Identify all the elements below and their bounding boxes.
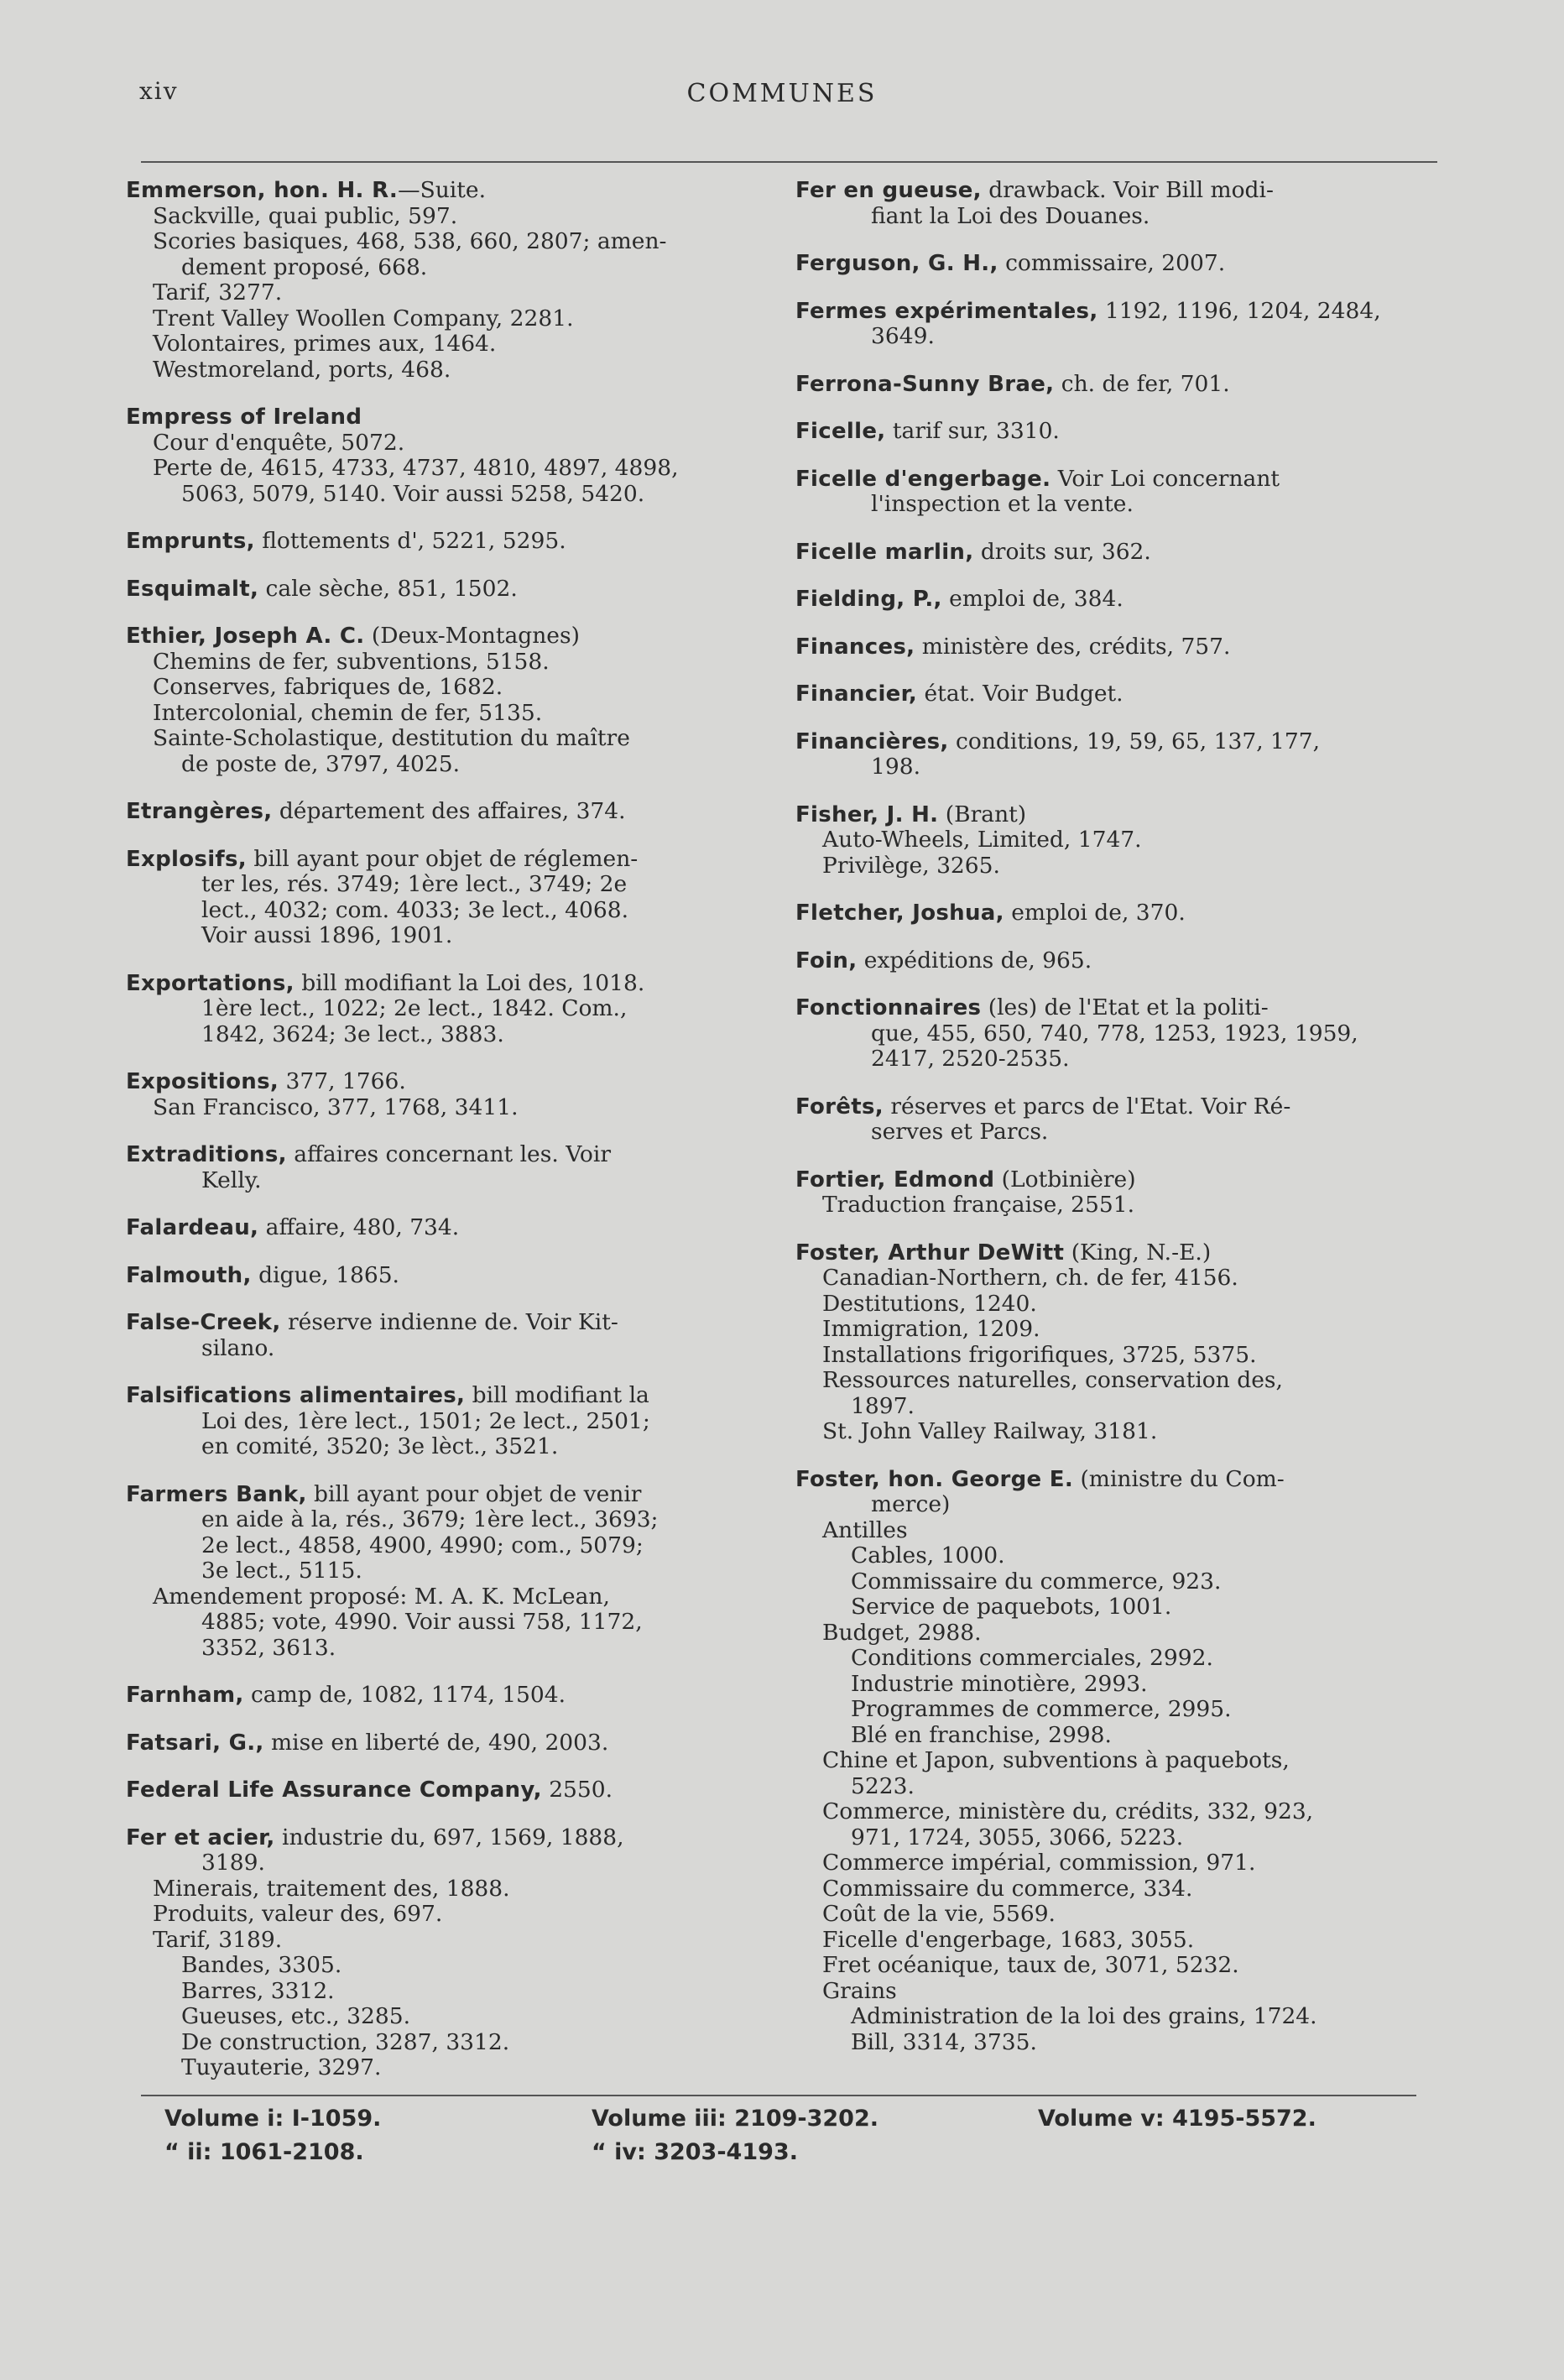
entry-heading-line bbox=[126, 1777, 772, 1803]
entry-text: Voir Loi concernant bbox=[1050, 465, 1280, 492]
index-entry bbox=[795, 587, 1441, 613]
entry-subline: Tarif, 3277. bbox=[153, 279, 283, 305]
entry-heading: Exportations, bbox=[126, 970, 295, 996]
entry-text: (King, N.-E.) bbox=[1064, 1239, 1212, 1266]
entry-text: cale sèche, 851, 1502. bbox=[258, 575, 518, 602]
entry-text: (Lotbinière) bbox=[994, 1166, 1136, 1193]
entry-heading: Fielding, P., bbox=[795, 587, 942, 612]
right-column bbox=[795, 178, 1441, 2077]
entry-heading-line bbox=[126, 577, 772, 603]
entry-text: bill ayant pour objet de venir bbox=[306, 1480, 642, 1507]
entry-heading-line bbox=[795, 900, 1441, 926]
entry-subline: Trent Valley Woollen Company, 2281. bbox=[153, 305, 574, 331]
entry-heading: Empress of Ireland bbox=[126, 404, 362, 430]
entry-subline: Bill, 3314, 3735. bbox=[851, 2028, 1037, 2055]
entry-text: département des affaires, 374. bbox=[272, 798, 626, 824]
entry-heading: Finances, bbox=[795, 634, 915, 660]
footer-line: Volume i: I-1059. bbox=[164, 2106, 382, 2132]
entry-heading-line bbox=[795, 729, 1441, 755]
entry-heading-line bbox=[126, 847, 772, 873]
left-column bbox=[126, 178, 772, 2103]
entry-subline: lect., 4032; com. 4033; 3e lect., 4068. bbox=[201, 896, 629, 923]
entry-text: —Suite. bbox=[398, 177, 487, 203]
entry-subline: Barres, 3312. bbox=[181, 1977, 335, 2004]
entry-heading-line bbox=[795, 419, 1441, 445]
index-entry bbox=[795, 1094, 1441, 1146]
index-entry bbox=[795, 372, 1441, 398]
header-rule bbox=[141, 161, 1437, 163]
entry-subline: Chemins de fer, subventions, 5158. bbox=[153, 648, 550, 675]
entry-text: drawback. Voir Bill modi- bbox=[981, 177, 1274, 203]
entry-subline: dement proposé, 668. bbox=[181, 253, 428, 280]
entry-subline: 3e lect., 5115. bbox=[201, 1558, 362, 1584]
entry-heading: Ethier, Joseph A. C. bbox=[126, 624, 365, 649]
entry-subline: 2e lect., 4858, 4900, 4990; com., 5079; bbox=[201, 1532, 644, 1558]
index-entry bbox=[126, 799, 772, 825]
entry-heading-line bbox=[795, 948, 1441, 974]
footer-line: “ iv: 3203-4193. bbox=[592, 2139, 798, 2165]
entry-heading: Falardeau, bbox=[126, 1215, 259, 1240]
entry-text: camp de, 1082, 1174, 1504. bbox=[243, 1682, 566, 1708]
entry-subline: 1897. bbox=[851, 1392, 915, 1419]
entry-subline: Voir aussi 1896, 1901. bbox=[201, 922, 453, 948]
entry-text: (Deux-Montagnes) bbox=[364, 623, 580, 649]
entry-heading-line bbox=[795, 1167, 1441, 1193]
entry-subline: Programmes de commerce, 2995. bbox=[851, 1696, 1232, 1722]
entry-subline: 198. bbox=[871, 754, 921, 780]
entry-text: tarif sur, 3310. bbox=[885, 418, 1060, 444]
entry-text: (ministre du Com- bbox=[1073, 1465, 1285, 1492]
index-entry bbox=[795, 178, 1441, 229]
entry-subline: Destitutions, 1240. bbox=[822, 1290, 1037, 1317]
entry-subline: Traduction française, 2551. bbox=[822, 1192, 1135, 1218]
entry-text: bill modifiant la Loi des, 1018. bbox=[294, 969, 645, 996]
index-entry bbox=[126, 529, 772, 555]
entry-subline: Cour d'enquête, 5072. bbox=[153, 429, 405, 456]
entry-heading-line bbox=[126, 1215, 772, 1241]
entry-heading: Forêts, bbox=[795, 1093, 884, 1120]
entry-heading: Fletcher, Joshua, bbox=[795, 900, 1004, 926]
entry-subline: silano. bbox=[201, 1334, 275, 1361]
index-entry bbox=[795, 540, 1441, 566]
entry-text: affaires concernant les. Voir bbox=[286, 1141, 611, 1167]
entry-subline: l'inspection et la vente. bbox=[871, 491, 1134, 517]
entry-subline: Cables, 1000. bbox=[851, 1542, 1005, 1568]
index-entry bbox=[795, 299, 1441, 350]
entry-text: ch. de fer, 701. bbox=[1054, 370, 1230, 397]
entry-heading-line bbox=[795, 299, 1441, 325]
index-entry bbox=[795, 900, 1441, 926]
entry-subline: Bandes, 3305. bbox=[181, 1952, 342, 1978]
index-entry bbox=[795, 467, 1441, 518]
entry-text: expéditions de, 965. bbox=[857, 947, 1092, 973]
entry-subline: que, 455, 650, 740, 778, 1253, 1923, 1959, bbox=[871, 1020, 1358, 1046]
page-title: COMMUNES bbox=[686, 79, 878, 108]
index-entry bbox=[795, 1240, 1441, 1445]
entry-text: affaire, 480, 734. bbox=[258, 1214, 460, 1240]
index-entry bbox=[795, 995, 1441, 1073]
entry-subline: merce) bbox=[871, 1491, 951, 1517]
entry-text: (les) de l'Etat et la politi- bbox=[981, 994, 1269, 1020]
entry-heading: Falmouth, bbox=[126, 1262, 252, 1288]
entry-text: (Brant) bbox=[938, 801, 1027, 827]
entry-text: bill ayant pour objet de réglemen- bbox=[246, 845, 639, 872]
entry-subline: San Francisco, 377, 1768, 3411. bbox=[153, 1093, 519, 1120]
entry-subline: Commerce impérial, commission, 971. bbox=[822, 1850, 1256, 1876]
entry-subline: en aide à la, rés., 3679; 1ère lect., 3693; bbox=[201, 1506, 659, 1532]
entry-heading: Farmers Bank, bbox=[126, 1481, 307, 1507]
entry-subline: Gueuses, etc., 3285. bbox=[181, 2003, 411, 2029]
entry-subline: Tarif, 3189. bbox=[153, 1926, 283, 1953]
entry-subline: 3649. bbox=[871, 323, 935, 349]
index-entry bbox=[126, 1263, 772, 1289]
entry-text: commissaire, 2007. bbox=[998, 250, 1226, 276]
entry-subline: Tuyauterie, 3297. bbox=[181, 2054, 382, 2080]
entry-text: 2550. bbox=[541, 1777, 613, 1803]
entry-heading-line bbox=[795, 802, 1441, 828]
entry-subline: Fret océanique, taux de, 3071, 5232. bbox=[822, 1952, 1239, 1978]
entry-heading-line bbox=[126, 1683, 772, 1709]
entry-subline: Commerce, ministère du, crédits, 332, 923, bbox=[822, 1798, 1314, 1824]
index-entry bbox=[126, 624, 772, 777]
entry-subline: Coût de la vie, 5569. bbox=[822, 1901, 1056, 1927]
entry-heading-line bbox=[795, 540, 1441, 566]
entry-subline: Ficelle d'engerbage, 1683, 3055. bbox=[822, 1926, 1195, 1953]
entry-heading: Expositions, bbox=[126, 1069, 279, 1094]
footer-volumes-3 bbox=[1038, 2102, 1316, 2136]
entry-subline: Conserves, fabriques de, 1682. bbox=[153, 674, 503, 700]
entry-subline: 971, 1724, 3055, 3066, 5223. bbox=[851, 1824, 1184, 1850]
entry-text: état. Voir Budget. bbox=[917, 681, 1123, 707]
entry-text: bill modifiant la bbox=[465, 1382, 649, 1408]
entry-subline: Budget, 2988. bbox=[822, 1619, 982, 1646]
entry-heading: Financier, bbox=[795, 681, 918, 707]
entry-heading: Explosifs, bbox=[126, 846, 247, 872]
entry-heading: Ficelle marlin, bbox=[795, 539, 974, 565]
entry-text: réserve indienne de. Voir Kit- bbox=[280, 1309, 618, 1335]
entry-subline: Canadian-Northern, ch. de fer, 4156. bbox=[822, 1265, 1238, 1291]
entry-subline: Installations frigorifiques, 3725, 5375. bbox=[822, 1341, 1257, 1368]
entry-subline: Volontaires, primes aux, 1464. bbox=[153, 331, 497, 357]
entry-heading-line bbox=[795, 251, 1441, 277]
footer-volumes-2 bbox=[592, 2102, 878, 2169]
footer-line: Volume v: 4195-5572. bbox=[1038, 2106, 1316, 2132]
entry-heading-line bbox=[126, 1263, 772, 1289]
entry-text: droits sur, 362. bbox=[973, 538, 1151, 565]
index-entry bbox=[126, 1683, 772, 1709]
entry-heading: Financières, bbox=[795, 728, 949, 754]
entry-text: conditions, 19, 59, 65, 137, 177, bbox=[948, 728, 1321, 754]
entry-subline: De construction, 3287, 3312. bbox=[181, 2028, 510, 2055]
entry-text: flottements d', 5221, 5295. bbox=[254, 528, 566, 554]
entry-subline: Kelly. bbox=[201, 1167, 262, 1193]
entry-heading-line bbox=[126, 1069, 772, 1095]
entry-subline: Intercolonial, chemin de fer, 5135. bbox=[153, 699, 543, 726]
index-entry bbox=[795, 251, 1441, 277]
entry-subline: 4885; vote, 4990. Voir aussi 758, 1172, bbox=[201, 1609, 643, 1635]
entry-subline: Commissaire du commerce, 923. bbox=[851, 1568, 1222, 1594]
entry-subline: Ressources naturelles, conservation des, bbox=[822, 1367, 1283, 1393]
entry-heading-line bbox=[126, 1825, 772, 1851]
index-entry bbox=[126, 178, 772, 383]
entry-subline: Administration de la loi des grains, 1724. bbox=[851, 2003, 1317, 2029]
entry-heading: Ferrona-Sunny Brae, bbox=[795, 371, 1055, 397]
entry-heading: Emprunts, bbox=[126, 529, 255, 554]
entry-subline: de poste de, 3797, 4025. bbox=[181, 750, 460, 777]
entry-subline: Conditions commerciales, 2992. bbox=[851, 1645, 1213, 1671]
entry-text: mise en liberté de, 490, 2003. bbox=[263, 1729, 609, 1756]
entry-heading-line bbox=[795, 1240, 1441, 1266]
index-entry bbox=[126, 1730, 772, 1756]
entry-subline: Minerais, traitement des, 1888. bbox=[153, 1875, 510, 1902]
entry-text: digue, 1865. bbox=[251, 1261, 399, 1288]
entry-heading-line bbox=[126, 178, 772, 204]
entry-text: 377, 1766. bbox=[279, 1068, 406, 1094]
entry-heading: Ficelle d'engerbage. bbox=[795, 466, 1051, 492]
entry-heading: Ficelle, bbox=[795, 419, 886, 444]
entry-heading: Fer et acier, bbox=[126, 1824, 275, 1850]
entry-subline: 5223. bbox=[851, 1772, 915, 1799]
entry-heading: Esquimalt, bbox=[126, 576, 259, 602]
entry-heading-line bbox=[795, 634, 1441, 660]
entry-subline: Immigration, 1209. bbox=[822, 1316, 1040, 1342]
entry-subline: St. John Valley Railway, 3181. bbox=[822, 1418, 1158, 1444]
entry-subline: 2417, 2520-2535. bbox=[871, 1046, 1070, 1072]
entry-subline: 1ère lect., 1022; 2e lect., 1842. Com., bbox=[201, 995, 628, 1021]
entry-subline: Commissaire du commerce, 334. bbox=[822, 1875, 1193, 1902]
entry-heading-line bbox=[126, 1730, 772, 1756]
entry-heading-line bbox=[126, 1310, 772, 1336]
index-entry bbox=[126, 1383, 772, 1460]
entry-subline: Sainte-Scholastique, destitution du maître bbox=[153, 725, 630, 751]
entry-heading: Fortier, Edmond bbox=[795, 1167, 995, 1193]
index-entry bbox=[795, 948, 1441, 974]
entry-subline: Produits, valeur des, 697. bbox=[153, 1901, 443, 1927]
entry-heading: Fatsari, G., bbox=[126, 1730, 264, 1756]
entry-heading-line bbox=[795, 467, 1441, 493]
entry-heading-line bbox=[795, 995, 1441, 1021]
entry-heading-line bbox=[126, 1142, 772, 1168]
entry-text: emploi de, 370. bbox=[1004, 900, 1186, 926]
entry-heading-line bbox=[795, 1467, 1441, 1493]
entry-heading-line bbox=[126, 1383, 772, 1409]
entry-heading-line bbox=[126, 1482, 772, 1508]
entry-heading-line bbox=[126, 799, 772, 825]
entry-subline: serves et Parcs. bbox=[871, 1119, 1049, 1145]
entry-heading: Fer en gueuse, bbox=[795, 178, 982, 203]
entry-heading-line bbox=[126, 529, 772, 555]
entry-subline: Sackville, quai public, 597. bbox=[153, 202, 458, 229]
entry-heading-line bbox=[795, 681, 1441, 707]
entry-heading: Fisher, J. H. bbox=[795, 801, 939, 827]
entry-heading: Fonctionnaires bbox=[795, 995, 982, 1020]
entry-heading-line bbox=[126, 971, 772, 997]
index-entry bbox=[126, 1777, 772, 1803]
entry-heading-line bbox=[795, 372, 1441, 398]
entry-subline: ter les, rés. 3749; 1ère lect., 3749; 2e bbox=[201, 871, 628, 897]
entry-heading: Ferguson, G. H., bbox=[795, 251, 998, 276]
entry-heading-line bbox=[795, 1094, 1441, 1120]
index-entry bbox=[795, 419, 1441, 445]
entry-heading-line bbox=[126, 624, 772, 650]
entry-heading-line bbox=[795, 178, 1441, 204]
entry-subline: en comité, 3520; 3e lèct., 3521. bbox=[201, 1433, 559, 1459]
index-entry bbox=[126, 1069, 772, 1120]
entry-heading: Emmerson, hon. H. R. bbox=[126, 178, 399, 203]
index-entry bbox=[126, 1825, 772, 2081]
entry-text: emploi de, 384. bbox=[941, 586, 1123, 612]
entry-heading: Fermes expérimentales, bbox=[795, 298, 1098, 324]
entry-heading-line bbox=[795, 587, 1441, 613]
index-entry bbox=[795, 802, 1441, 879]
index-entry bbox=[126, 577, 772, 603]
footer-rule bbox=[141, 2095, 1416, 2096]
index-entry bbox=[126, 1310, 772, 1361]
entry-subline: Chine et Japon, subventions à paquebots, bbox=[822, 1747, 1290, 1773]
entry-text: réserves et parcs de l'Etat. Voir Ré- bbox=[883, 1093, 1291, 1120]
entry-heading: Falsifications alimentaires, bbox=[126, 1383, 466, 1408]
entry-subline: Antilles bbox=[822, 1516, 908, 1543]
entry-subline: 3189. bbox=[201, 1850, 265, 1876]
index-entry bbox=[126, 971, 772, 1048]
entry-subline: Grains bbox=[822, 1977, 897, 2004]
entry-heading-line bbox=[126, 404, 772, 431]
entry-text: 1192, 1196, 1204, 2484, bbox=[1097, 297, 1381, 324]
index-entry bbox=[795, 1167, 1441, 1219]
entry-subline: Perte de, 4615, 4733, 4737, 4810, 4897, 4898, bbox=[153, 455, 679, 481]
index-entry bbox=[126, 404, 772, 507]
index-entry bbox=[795, 681, 1441, 707]
entry-subline: Auto-Wheels, Limited, 1747. bbox=[822, 827, 1142, 853]
entry-subline: Privilège, 3265. bbox=[822, 852, 1000, 879]
entry-subline: Industrie minotière, 2993. bbox=[851, 1670, 1148, 1697]
entry-subline: 1842, 3624; 3e lect., 3883. bbox=[201, 1020, 504, 1047]
entry-subline: fiant la Loi des Douanes. bbox=[871, 202, 1150, 229]
index-entry bbox=[126, 1215, 772, 1241]
page-number: xiv bbox=[139, 77, 179, 105]
entry-heading: Foster, hon. George E. bbox=[795, 1466, 1074, 1492]
entry-subline: Westmoreland, ports, 468. bbox=[153, 356, 451, 383]
entry-subline: 3352, 3613. bbox=[201, 1634, 336, 1661]
entry-heading: Etrangères, bbox=[126, 799, 273, 824]
index-entry bbox=[126, 1142, 772, 1193]
entry-heading: Foster, Arthur DeWitt bbox=[795, 1240, 1065, 1266]
entry-heading: Foin, bbox=[795, 947, 858, 973]
footer-line: “ ii: 1061-2108. bbox=[164, 2139, 364, 2165]
index-entry bbox=[795, 1467, 1441, 2056]
entry-subline: Amendement proposé: M. A. K. McLean, bbox=[153, 1583, 610, 1610]
entry-text: industrie du, 697, 1569, 1888, bbox=[274, 1824, 624, 1850]
entry-heading: Extraditions, bbox=[126, 1142, 287, 1167]
footer-volumes-1 bbox=[164, 2102, 381, 2169]
entry-heading: Federal Life Assurance Company, bbox=[126, 1777, 542, 1803]
entry-heading: False-Creek, bbox=[126, 1310, 281, 1335]
entry-text: ministère des, crédits, 757. bbox=[915, 633, 1231, 660]
footer-line: Volume iii: 2109-3202. bbox=[592, 2106, 879, 2132]
entry-subline: 5063, 5079, 5140. Voir aussi 5258, 5420. bbox=[181, 480, 645, 507]
entry-subline: Scories basiques, 468, 538, 660, 2807; amen- bbox=[153, 228, 667, 254]
entry-subline: Loi des, 1ère lect., 1501; 2e lect., 2501; bbox=[201, 1407, 650, 1434]
index-entry bbox=[795, 634, 1441, 660]
entry-subline: Blé en franchise, 2998. bbox=[851, 1721, 1112, 1748]
entry-heading: Farnham, bbox=[126, 1683, 244, 1708]
index-entry bbox=[126, 1482, 772, 1662]
entry-subline: Service de paquebots, 1001. bbox=[851, 1594, 1172, 1620]
index-entry bbox=[795, 729, 1441, 780]
index-entry bbox=[126, 847, 772, 949]
